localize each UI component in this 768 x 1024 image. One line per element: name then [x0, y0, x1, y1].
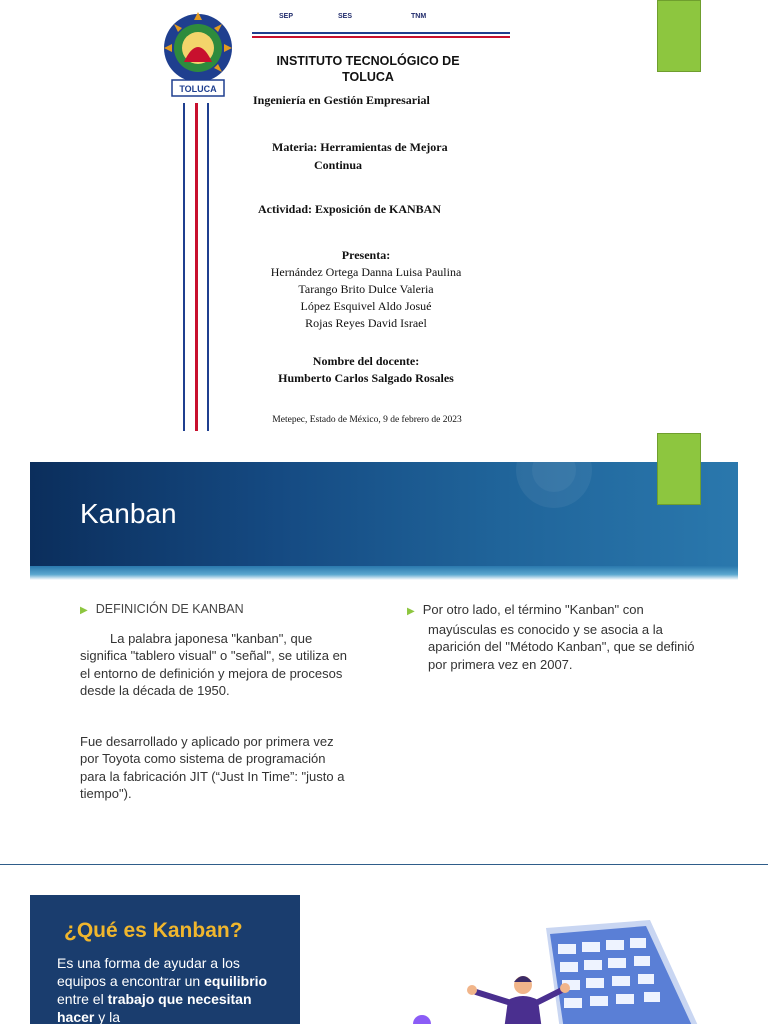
definition-paragraph-2: Fue desarrollado y aplicado por primera vez por Toyota como sistema de programación para la fabricación JIT (“Just In Time”: "justo a tiempo"). [80, 733, 345, 801]
header-line-red [252, 36, 510, 38]
author-name: Hernández Ortega Danna Luisa Paulina [270, 265, 462, 279]
institution-title: INSTITUTO TECNOLÓGICO DE TOLUCA [276, 54, 460, 84]
tnm-label: TNM [411, 13, 427, 20]
definition-paragraph-1: La palabra japonesa "kanban", que significa "tablero visual" o "señal", se utiliza en el entorno de definición y mejora de procesos desde la década de 1950. [80, 630, 348, 698]
green-accent-tab [657, 0, 701, 72]
definition-column [80, 601, 350, 803]
definition-heading: ▶ DEFINICIÓN DE KANBAN [80, 602, 244, 616]
banner-gradient-edge [30, 566, 738, 580]
subject [272, 138, 482, 174]
subject-line-2: Continua [314, 158, 363, 172]
teacher [248, 353, 484, 387]
kanban-board-illustration [410, 920, 710, 1024]
cover-slide [0, 0, 768, 438]
place-date: Metepec, Estado de México, 9 de febrero de 2023 [272, 415, 462, 425]
header-line-blue [252, 32, 510, 34]
teacher-name: Humberto Carlos Salgado Rosales [278, 371, 454, 385]
career-name: Ingeniería en Gestión Empresarial [253, 93, 430, 107]
bullet-triangle-icon: ▶ [407, 606, 415, 617]
vertical-line-blue-right [207, 103, 209, 431]
presenters [248, 247, 484, 332]
logo-text: TOLUCA [179, 84, 217, 94]
method-paragraph: ▶ Por otro lado, el término "Kanban" con mayúsculas es conocido y se asocia a la aparición del "Método Kanban", que se definió por primera vez en 2007. [407, 602, 695, 672]
bullet-triangle-icon: ▶ [80, 605, 88, 616]
slide-title: ¿Qué es Kanban? [64, 919, 243, 942]
kanban-slide [0, 438, 768, 864]
what-is-kanban-slide [0, 865, 768, 1024]
vertical-line-blue-left [183, 103, 185, 431]
ses-label: SES [338, 13, 353, 20]
teacher-label: Nombre del docente: [312, 354, 420, 368]
author-name: Rojas Reyes David Israel [305, 316, 427, 330]
author-name: Tarango Brito Dulce Valeria [298, 282, 434, 296]
method-column [407, 601, 705, 673]
sep-label: SEP [279, 13, 294, 20]
slide-title: Kanban [80, 498, 177, 529]
activity: Actividad: Exposición de KANBAN [258, 202, 442, 216]
intro-text: Es una forma de ayudar a los equipos a encontrar un equilibrio entre el trabajo que necesitan hacer y la [57, 955, 268, 1024]
author-name: López Esquivel Aldo Josué [300, 299, 432, 313]
tecnm-toluca-logo [158, 12, 238, 100]
presenters-label: Presenta: [341, 248, 391, 262]
subject-line-1: Materia: Herramientas de Mejora [272, 140, 448, 154]
vertical-line-red [195, 103, 198, 431]
green-accent-tab [657, 433, 701, 505]
